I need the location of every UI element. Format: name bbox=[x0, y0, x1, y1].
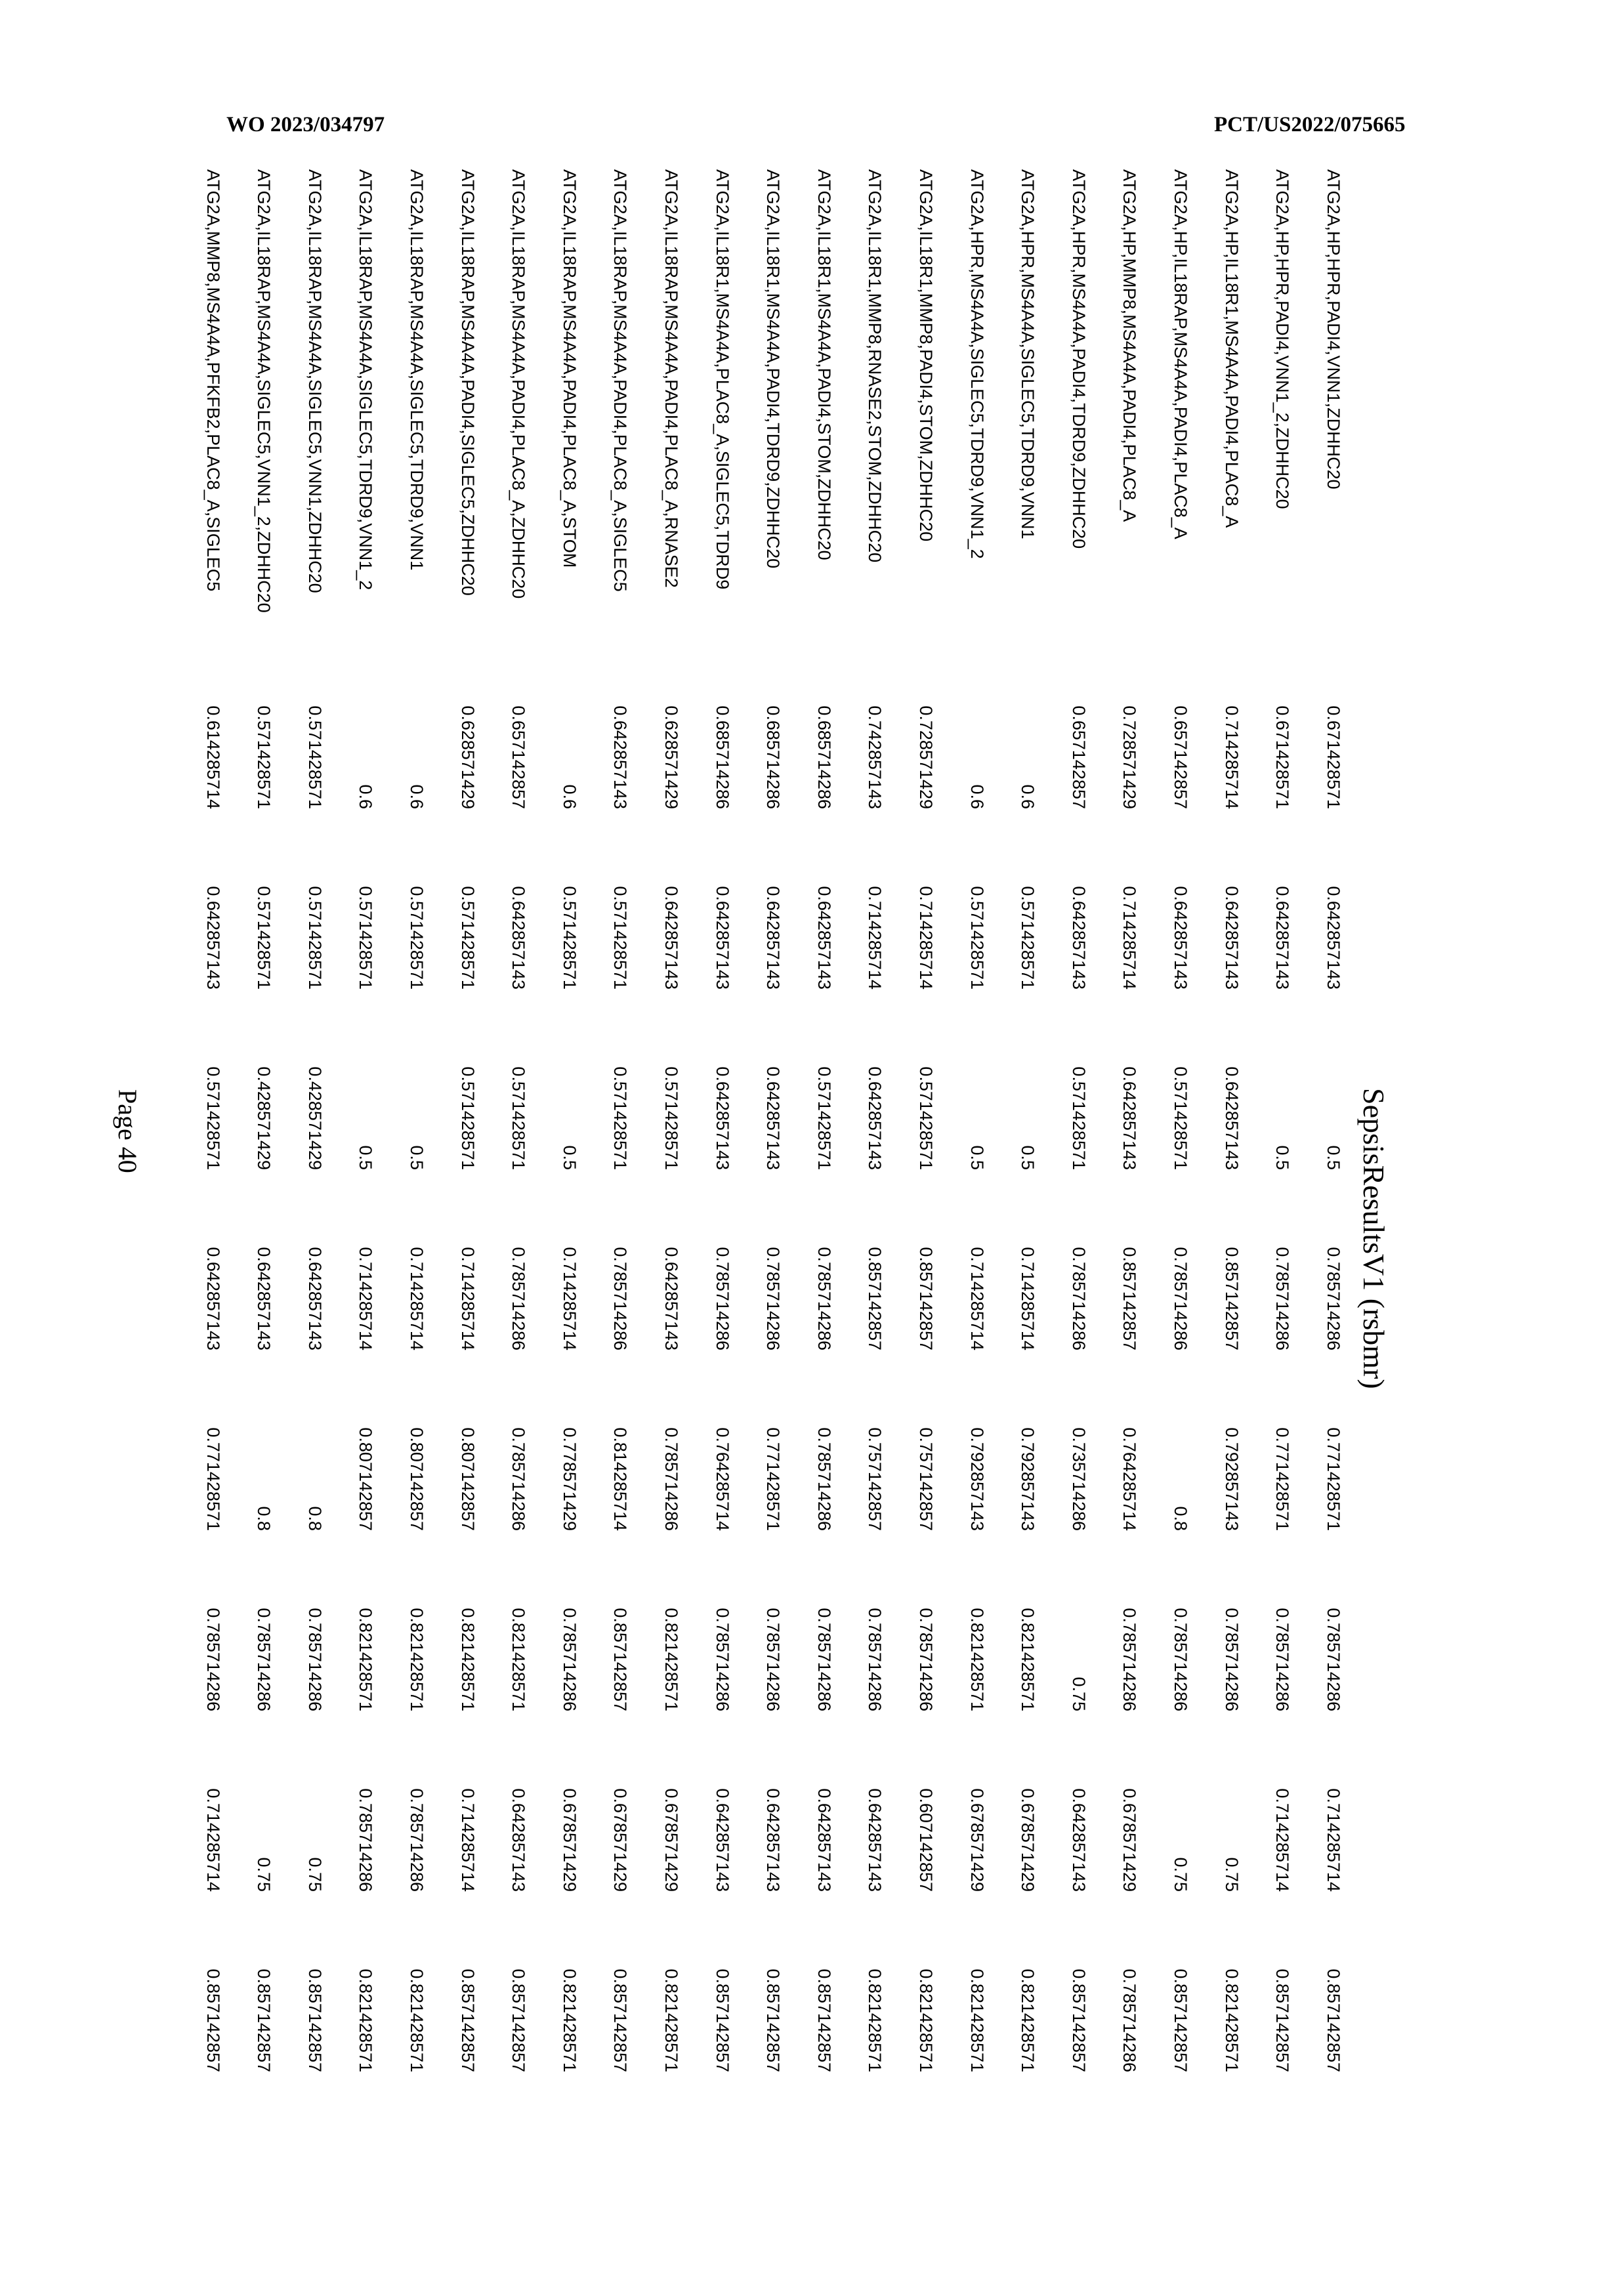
metric-value: 0.571428571 bbox=[915, 1066, 936, 1170]
results-table bbox=[187, 169, 1358, 2072]
metric-value: 0.771428571 bbox=[1272, 1427, 1293, 1531]
gene-set-name: ATG2A,HP,IL18RAP,MS4A4A,PADI4,PLAC8_A bbox=[1170, 169, 1190, 539]
metric-value: 0.821428571 bbox=[509, 1608, 529, 1711]
metric-value: 0.5 bbox=[559, 1145, 579, 1170]
metric-value: 0.714285714 bbox=[457, 1788, 478, 1892]
metric-value: 0.571428571 bbox=[457, 1066, 478, 1170]
metric-value: 0.428571429 bbox=[254, 1066, 274, 1170]
metric-value: 0.614285714 bbox=[203, 705, 223, 809]
metric-value: 0.6 bbox=[1018, 784, 1038, 809]
application-number: PCT/US2022/075665 bbox=[1214, 113, 1406, 136]
gene-set-name: ATG2A,IL18R1,MMP8,PADI4,STOM,ZDHHC20 bbox=[915, 169, 936, 542]
metric-value: 0.671428571 bbox=[1272, 705, 1293, 809]
metric-value: 0.821428571 bbox=[407, 1969, 427, 2072]
metric-value: 0.75 bbox=[304, 1857, 325, 1892]
metric-value: 0.5 bbox=[1272, 1145, 1293, 1170]
gene-set-name: ATG2A,IL18RAP,MS4A4A,PADI4,PLAC8_A,ZDHHC20 bbox=[509, 169, 529, 599]
metric-value: 0.785714286 bbox=[509, 1247, 529, 1350]
metric-value: 0.6 bbox=[559, 784, 579, 809]
gene-set-name: ATG2A,IL18R1,MS4A4A,PLAC8_A,SIGLEC5,TDRD9 bbox=[712, 169, 732, 590]
metric-value: 0.785714286 bbox=[1120, 1608, 1140, 1711]
metric-value: 0.857142857 bbox=[203, 1969, 223, 2072]
table-row bbox=[544, 169, 595, 2072]
metric-value: 0.785714286 bbox=[915, 1608, 936, 1711]
metric-value: 0.771428571 bbox=[1323, 1427, 1343, 1531]
metric-value: 0.857142857 bbox=[457, 1969, 478, 2072]
metric-value: 0.857142857 bbox=[1272, 1969, 1293, 2072]
metric-value: 0.671428571 bbox=[1323, 705, 1343, 809]
metric-value: 0.8 bbox=[304, 1506, 325, 1531]
table-row bbox=[696, 169, 747, 2072]
metric-value: 0.75 bbox=[1068, 1677, 1089, 1711]
metric-value: 0.678571429 bbox=[1120, 1788, 1140, 1892]
metric-value: 0.821428571 bbox=[1018, 1969, 1038, 2072]
metric-value: 0.785714286 bbox=[509, 1427, 529, 1531]
metric-value: 0.571428571 bbox=[509, 1066, 529, 1170]
metric-value: 0.642857143 bbox=[661, 1247, 681, 1350]
metric-value: 0.785714286 bbox=[712, 1608, 732, 1711]
metric-value: 0.678571429 bbox=[1018, 1788, 1038, 1892]
metric-value: 0.571428571 bbox=[610, 886, 631, 990]
metric-value: 0.785714286 bbox=[407, 1788, 427, 1892]
metric-value: 0.5 bbox=[356, 1145, 376, 1170]
gene-set-name: ATG2A,HPR,MS4A4A,SIGLEC5,TDRD9,VNN1_2 bbox=[967, 169, 987, 559]
metric-value: 0.6 bbox=[356, 784, 376, 809]
metric-value: 0.685714286 bbox=[712, 705, 732, 809]
table-row bbox=[1206, 169, 1257, 2072]
gene-set-name: ATG2A,MMP8,MS4A4A,PFKFB2,PLAC8_A,SIGLEC5 bbox=[203, 169, 223, 592]
metric-value: 0.785714286 bbox=[1272, 1247, 1293, 1350]
table-row bbox=[1307, 169, 1358, 2072]
metric-value: 0.5 bbox=[967, 1145, 987, 1170]
metric-value: 0.857142857 bbox=[763, 1969, 784, 2072]
metric-value: 0.571428571 bbox=[967, 886, 987, 990]
table-row bbox=[238, 169, 289, 2072]
metric-value: 0.821428571 bbox=[1221, 1969, 1242, 2072]
metric-value: 0.771428571 bbox=[763, 1427, 784, 1531]
metric-value: 0.714285714 bbox=[457, 1247, 478, 1350]
metric-value: 0.742857143 bbox=[865, 705, 885, 809]
metric-value: 0.75 bbox=[254, 1857, 274, 1892]
metric-value: 0.714285714 bbox=[356, 1247, 376, 1350]
metric-value: 0.685714286 bbox=[763, 705, 784, 809]
metric-value: 0.571428571 bbox=[1018, 886, 1038, 990]
metric-value: 0.642857143 bbox=[712, 886, 732, 990]
metric-value: 0.657142857 bbox=[1068, 705, 1089, 809]
metric-value: 0.642857143 bbox=[1120, 1066, 1140, 1170]
metric-value: 0.642857143 bbox=[814, 886, 834, 990]
metric-value: 0.821428571 bbox=[356, 1969, 376, 2072]
metric-value: 0.785714286 bbox=[254, 1608, 274, 1711]
metric-value: 0.714285714 bbox=[203, 1788, 223, 1892]
metric-value: 0.571428571 bbox=[254, 705, 274, 809]
metric-value: 0.807142857 bbox=[407, 1427, 427, 1531]
metric-value: 0.714285714 bbox=[559, 1247, 579, 1350]
metric-value: 0.735714286 bbox=[1068, 1427, 1089, 1531]
gene-set-name: ATG2A,HP,HPR,PADI4,VNN1,ZDHHC20 bbox=[1323, 169, 1343, 490]
metric-value: 0.785714286 bbox=[1272, 1608, 1293, 1711]
metric-value: 0.785714286 bbox=[763, 1608, 784, 1711]
metric-value: 0.571428571 bbox=[661, 1066, 681, 1170]
metric-value: 0.571428571 bbox=[203, 1066, 223, 1170]
table-row bbox=[595, 169, 646, 2072]
metric-value: 0.857142857 bbox=[1323, 1969, 1343, 2072]
metric-value: 0.571428571 bbox=[304, 886, 325, 990]
metric-value: 0.857142857 bbox=[610, 1608, 631, 1711]
metric-value: 0.857142857 bbox=[814, 1969, 834, 2072]
metric-value: 0.785714286 bbox=[814, 1427, 834, 1531]
table-row bbox=[1002, 169, 1053, 2072]
metric-value: 0.792857143 bbox=[967, 1427, 987, 1531]
metric-value: 0.785714286 bbox=[814, 1608, 834, 1711]
metric-value: 0.714285714 bbox=[1323, 1788, 1343, 1892]
metric-value: 0.757142857 bbox=[865, 1427, 885, 1531]
metric-value: 0.764285714 bbox=[1120, 1427, 1140, 1531]
metric-value: 0.628571429 bbox=[661, 705, 681, 809]
metric-value: 0.785714286 bbox=[356, 1788, 376, 1892]
metric-value: 0.571428571 bbox=[814, 1066, 834, 1170]
metric-value: 0.714285714 bbox=[967, 1247, 987, 1350]
metric-value: 0.857142857 bbox=[1170, 1969, 1190, 2072]
metric-value: 0.678571429 bbox=[967, 1788, 987, 1892]
metric-value: 0.785714286 bbox=[661, 1427, 681, 1531]
metric-value: 0.571428571 bbox=[1170, 1066, 1190, 1170]
metric-value: 0.607142857 bbox=[915, 1788, 936, 1892]
metric-value: 0.857142857 bbox=[712, 1969, 732, 2072]
metric-value: 0.857142857 bbox=[304, 1969, 325, 2072]
metric-value: 0.785714286 bbox=[1068, 1247, 1089, 1350]
metric-value: 0.75 bbox=[1170, 1857, 1190, 1892]
table-row bbox=[187, 169, 238, 2072]
metric-value: 0.714285714 bbox=[1221, 705, 1242, 809]
metric-value: 0.714285714 bbox=[865, 886, 885, 990]
table-row bbox=[391, 169, 442, 2072]
metric-value: 0.642857143 bbox=[661, 886, 681, 990]
metric-value: 0.785714286 bbox=[1170, 1608, 1190, 1711]
gene-set-name: ATG2A,IL18RAP,MS4A4A,PADI4,PLAC8_A,SIGLEC5 bbox=[610, 169, 631, 592]
metric-value: 0.785714286 bbox=[865, 1608, 885, 1711]
metric-value: 0.642857143 bbox=[1221, 1066, 1242, 1170]
metric-value: 0.714285714 bbox=[1018, 1247, 1038, 1350]
gene-set-name: ATG2A,HP,MMP8,MS4A4A,PADI4,PLAC8_A bbox=[1120, 169, 1140, 522]
gene-set-name: ATG2A,IL18RAP,MS4A4A,PADI4,PLAC8_A,STOM bbox=[559, 169, 579, 568]
metric-value: 0.821428571 bbox=[661, 1969, 681, 2072]
metric-value: 0.785714286 bbox=[1170, 1247, 1190, 1350]
metric-value: 0.571428571 bbox=[610, 1066, 631, 1170]
table-row bbox=[1257, 169, 1308, 2072]
metric-value: 0.642857143 bbox=[1170, 886, 1190, 990]
metric-value: 0.821428571 bbox=[1018, 1608, 1038, 1711]
table-row bbox=[951, 169, 1002, 2072]
metric-value: 0.814285714 bbox=[610, 1427, 631, 1531]
table-row bbox=[289, 169, 341, 2072]
metric-value: 0.857142857 bbox=[915, 1247, 936, 1350]
metric-value: 0.764285714 bbox=[712, 1427, 732, 1531]
metric-value: 0.5 bbox=[407, 1145, 427, 1170]
metric-value: 0.857142857 bbox=[1221, 1247, 1242, 1350]
metric-value: 0.642857143 bbox=[1068, 1788, 1089, 1892]
metric-value: 0.642857143 bbox=[509, 1788, 529, 1892]
metric-value: 0.821428571 bbox=[967, 1969, 987, 2072]
table-row bbox=[798, 169, 849, 2072]
metric-value: 0.642857143 bbox=[814, 1788, 834, 1892]
page-label: Page 40 bbox=[113, 1089, 142, 1173]
metric-value: 0.642857143 bbox=[1221, 886, 1242, 990]
metric-value: 0.428571429 bbox=[304, 1066, 325, 1170]
metric-value: 0.8 bbox=[1170, 1506, 1190, 1531]
metric-value: 0.785714286 bbox=[1221, 1608, 1242, 1711]
metric-value: 0.792857143 bbox=[1018, 1427, 1038, 1531]
metric-value: 0.571428571 bbox=[304, 705, 325, 809]
metric-value: 0.642857143 bbox=[254, 1247, 274, 1350]
gene-set-name: ATG2A,HP,HPR,PADI4,VNN1_2,ZDHHC20 bbox=[1272, 169, 1293, 509]
metric-value: 0.642857143 bbox=[1068, 886, 1089, 990]
table-row bbox=[1104, 169, 1155, 2072]
metric-value: 0.857142857 bbox=[254, 1969, 274, 2072]
metric-value: 0.807142857 bbox=[457, 1427, 478, 1531]
metric-value: 0.642857143 bbox=[1323, 886, 1343, 990]
metric-value: 0.857142857 bbox=[1068, 1969, 1089, 2072]
metric-value: 0.642857143 bbox=[1272, 886, 1293, 990]
table-row bbox=[340, 169, 391, 2072]
metric-value: 0.728571429 bbox=[1120, 705, 1140, 809]
metric-value: 0.571428571 bbox=[407, 886, 427, 990]
metric-value: 0.685714286 bbox=[814, 705, 834, 809]
gene-set-name: ATG2A,HPR,MS4A4A,PADI4,TDRD9,ZDHHC20 bbox=[1068, 169, 1089, 549]
metric-value: 0.821428571 bbox=[661, 1608, 681, 1711]
metric-value: 0.821428571 bbox=[356, 1608, 376, 1711]
gene-set-name: ATG2A,IL18R1,MS4A4A,PADI4,TDRD9,ZDHHC20 bbox=[763, 169, 784, 569]
metric-value: 0.571428571 bbox=[457, 886, 478, 990]
gene-set-name: ATG2A,IL18R1,MS4A4A,PADI4,STOM,ZDHHC20 bbox=[814, 169, 834, 560]
gene-set-name: ATG2A,IL18RAP,MS4A4A,SIGLEC5,VNN1,ZDHHC20 bbox=[304, 169, 325, 593]
metric-value: 0.642857143 bbox=[865, 1066, 885, 1170]
metric-value: 0.821428571 bbox=[865, 1969, 885, 2072]
metric-value: 0.785714286 bbox=[304, 1608, 325, 1711]
metric-value: 0.678571429 bbox=[610, 1788, 631, 1892]
metric-value: 0.821428571 bbox=[915, 1969, 936, 2072]
metric-value: 0.821428571 bbox=[559, 1969, 579, 2072]
metric-value: 0.642857143 bbox=[203, 1247, 223, 1350]
metric-value: 0.821428571 bbox=[967, 1608, 987, 1711]
metric-value: 0.714285714 bbox=[407, 1247, 427, 1350]
table-row bbox=[493, 169, 544, 2072]
metric-value: 0.678571429 bbox=[661, 1788, 681, 1892]
metric-value: 0.571428571 bbox=[1068, 1066, 1089, 1170]
metric-value: 0.642857143 bbox=[304, 1247, 325, 1350]
metric-value: 0.785714286 bbox=[1323, 1247, 1343, 1350]
gene-set-name: ATG2A,IL18R1,MMP8,RNASE2,STOM,ZDHHC20 bbox=[865, 169, 885, 563]
metric-value: 0.785714286 bbox=[559, 1608, 579, 1711]
publication-number: WO 2023/034797 bbox=[226, 113, 385, 136]
metric-value: 0.792857143 bbox=[1221, 1427, 1242, 1531]
metric-value: 0.642857143 bbox=[203, 886, 223, 990]
gene-set-name: ATG2A,IL18RAP,MS4A4A,PADI4,PLAC8_A,RNASE2 bbox=[661, 169, 681, 588]
metric-value: 0.785714286 bbox=[1323, 1608, 1343, 1711]
rotated-table-block bbox=[171, 169, 1391, 2138]
metric-value: 0.821428571 bbox=[457, 1608, 478, 1711]
metric-value: 0.642857143 bbox=[610, 705, 631, 809]
metric-value: 0.785714286 bbox=[814, 1247, 834, 1350]
metric-value: 0.771428571 bbox=[203, 1427, 223, 1531]
metric-value: 0.642857143 bbox=[712, 1066, 732, 1170]
gene-set-name: ATG2A,HP,IL18R1,MS4A4A,PADI4,PLAC8_A bbox=[1221, 169, 1242, 528]
table-row bbox=[900, 169, 952, 2072]
table-row bbox=[747, 169, 799, 2072]
metric-value: 0.657142857 bbox=[509, 705, 529, 809]
table-row bbox=[849, 169, 900, 2072]
metric-value: 0.678571429 bbox=[559, 1788, 579, 1892]
gene-set-name: ATG2A,IL18RAP,MS4A4A,SIGLEC5,TDRD9,VNN1 bbox=[407, 169, 427, 571]
metric-value: 0.857142857 bbox=[610, 1969, 631, 2072]
metric-value: 0.571428571 bbox=[356, 886, 376, 990]
table-row bbox=[1155, 169, 1206, 2072]
metric-value: 0.785714286 bbox=[763, 1247, 784, 1350]
metric-value: 0.785714286 bbox=[1120, 1969, 1140, 2072]
metric-value: 0.5 bbox=[1018, 1145, 1038, 1170]
metric-value: 0.6 bbox=[967, 784, 987, 809]
metric-value: 0.657142857 bbox=[1170, 705, 1190, 809]
metric-value: 0.642857143 bbox=[763, 1066, 784, 1170]
metric-value: 0.714285714 bbox=[1120, 886, 1140, 990]
metric-value: 0.807142857 bbox=[356, 1427, 376, 1531]
metric-value: 0.714285714 bbox=[915, 886, 936, 990]
metric-value: 0.821428571 bbox=[407, 1608, 427, 1711]
table-row bbox=[646, 169, 697, 2072]
metric-value: 0.642857143 bbox=[509, 886, 529, 990]
metric-value: 0.8 bbox=[254, 1506, 274, 1531]
metric-value: 0.778571429 bbox=[559, 1427, 579, 1531]
metric-value: 0.857142857 bbox=[509, 1969, 529, 2072]
metric-value: 0.857142857 bbox=[865, 1247, 885, 1350]
gene-set-name: ATG2A,IL18RAP,MS4A4A,SIGLEC5,VNN1_2,ZDHHC20 bbox=[254, 169, 274, 613]
metric-value: 0.785714286 bbox=[203, 1608, 223, 1711]
metric-value: 0.628571429 bbox=[457, 705, 478, 809]
metric-value: 0.785714286 bbox=[610, 1247, 631, 1350]
gene-set-name: ATG2A,IL18RAP,MS4A4A,SIGLEC5,TDRD9,VNN1_2 bbox=[356, 169, 376, 591]
metric-value: 0.642857143 bbox=[712, 1788, 732, 1892]
metric-value: 0.5 bbox=[1323, 1145, 1343, 1170]
gene-set-name: ATG2A,IL18RAP,MS4A4A,PADI4,SIGLEC5,ZDHHC20 bbox=[457, 169, 478, 596]
metric-value: 0.857142857 bbox=[1120, 1247, 1140, 1350]
metric-value: 0.642857143 bbox=[763, 1788, 784, 1892]
metric-value: 0.75 bbox=[1221, 1857, 1242, 1892]
metric-value: 0.728571429 bbox=[915, 705, 936, 809]
metric-value: 0.785714286 bbox=[712, 1247, 732, 1350]
metric-value: 0.6 bbox=[407, 784, 427, 809]
metric-value: 0.757142857 bbox=[915, 1427, 936, 1531]
table-row bbox=[442, 169, 493, 2072]
metric-value: 0.714285714 bbox=[1272, 1788, 1293, 1892]
gene-set-name: ATG2A,HPR,MS4A4A,SIGLEC5,TDRD9,VNN1 bbox=[1018, 169, 1038, 539]
metric-value: 0.642857143 bbox=[865, 1788, 885, 1892]
metric-value: 0.571428571 bbox=[254, 886, 274, 990]
table-row bbox=[1053, 169, 1104, 2072]
metric-value: 0.571428571 bbox=[559, 886, 579, 990]
table-title: SepsisResultsV1 (rsbmr) bbox=[1357, 1088, 1391, 1389]
metric-value: 0.642857143 bbox=[763, 886, 784, 990]
